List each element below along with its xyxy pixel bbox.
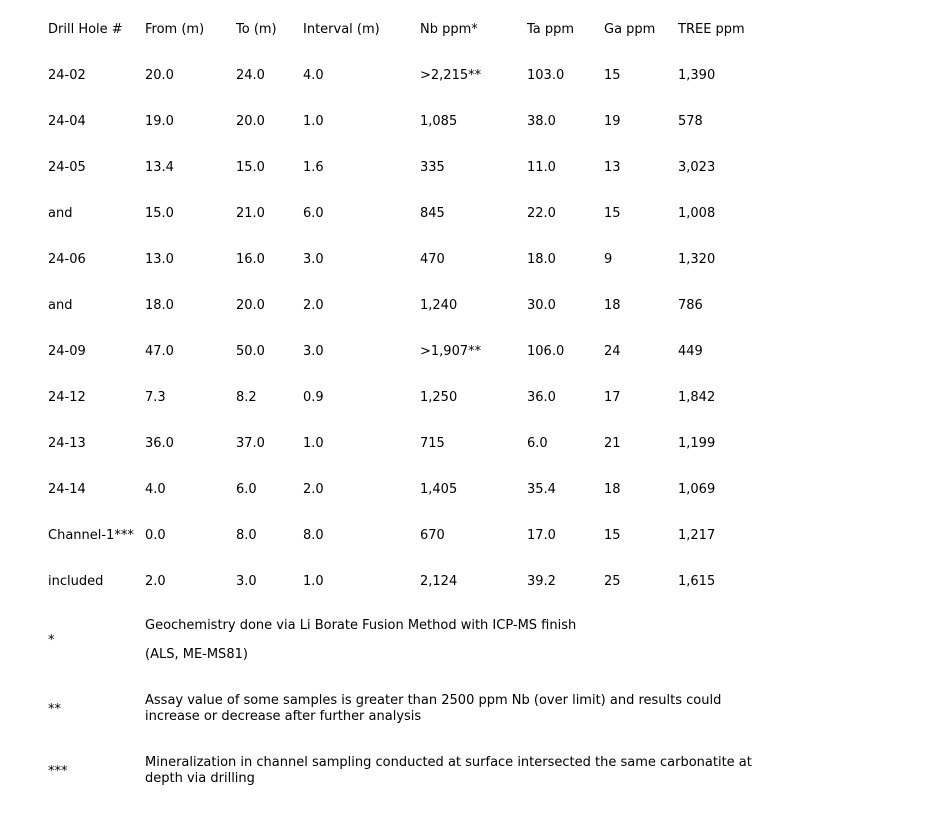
table-cell: 24.0	[236, 67, 265, 83]
table-cell: 22.0	[527, 205, 556, 221]
table-cell: 24-13	[48, 435, 86, 451]
table-row	[48, 328, 778, 374]
table-cell: 1,199	[678, 435, 716, 451]
table-cell: 17.0	[527, 527, 556, 543]
table-cell: 0.0	[145, 527, 166, 543]
table-row	[48, 236, 778, 282]
table-cell: 15	[604, 527, 621, 543]
table-cell: 670	[420, 527, 445, 543]
table-cell: 47.0	[145, 343, 174, 359]
table-cell: 13	[604, 159, 621, 175]
footnote-text	[145, 755, 752, 787]
footnote-line: Assay value of some samples is greater than 2500 ppm Nb (over limit) and results could	[145, 693, 722, 708]
table-cell: 0.9	[303, 389, 324, 405]
table-cell: 1.6	[303, 159, 324, 175]
table-cell: 1,240	[420, 297, 458, 313]
table-cell: >1,907**	[420, 343, 482, 359]
table-cell: 1,842	[678, 389, 716, 405]
table-cell: 103.0	[527, 67, 565, 83]
table-cell: 18	[604, 481, 621, 497]
footnote-line: Mineralization in channel sampling conducted at surface intersected the same carbonatite at	[145, 755, 752, 770]
table-cell: 36.0	[145, 435, 174, 451]
table-cell: 6.0	[527, 435, 548, 451]
table-cell: 449	[678, 343, 703, 359]
table-cell: 21	[604, 435, 621, 451]
table-cell: 24-09	[48, 343, 86, 359]
table-cell: 106.0	[527, 343, 565, 359]
table-cell: 8.0	[303, 527, 324, 543]
table-cell: 470	[420, 251, 445, 267]
table-cell: 2.0	[303, 481, 324, 497]
footnote-geochemistry	[48, 618, 925, 663]
table-cell: 15.0	[236, 159, 265, 175]
table-cell: 2.0	[145, 573, 166, 589]
footnote-line: (ALS, ME-MS81)	[145, 647, 248, 662]
footnote-text	[145, 618, 576, 663]
table-cell: 21.0	[236, 205, 265, 221]
table-cell: 15	[604, 205, 621, 221]
footnote-line: Geochemistry done via Li Borate Fusion Method with ICP-MS finish	[145, 618, 577, 633]
table-cell: 24-14	[48, 481, 86, 497]
table-cell: 7.3	[145, 389, 166, 405]
table-cell: 1,217	[678, 527, 716, 543]
table-cell: 8.0	[236, 527, 257, 543]
table-cell: 6.0	[303, 205, 324, 221]
table-cell: 18.0	[527, 251, 556, 267]
table-cell: 3.0	[303, 251, 324, 267]
table-cell: 1,320	[678, 251, 716, 267]
table-cell: included	[48, 573, 104, 589]
table-cell: 1.0	[303, 113, 324, 129]
table-cell: 1.0	[303, 573, 324, 589]
table-row	[48, 512, 778, 558]
table-cell: 715	[420, 435, 445, 451]
table-cell: 39.2	[527, 573, 556, 589]
table-cell: 1,615	[678, 573, 716, 589]
table-row	[48, 190, 778, 236]
table-cell: Channel-1***	[48, 527, 134, 543]
table-cell: 17	[604, 389, 621, 405]
column-header-tree-ppm: TREE ppm	[678, 21, 745, 37]
table-cell: 8.2	[236, 389, 257, 405]
column-header-ta-ppm: Ta ppm	[527, 21, 575, 37]
table-cell: 15.0	[145, 205, 174, 221]
table-cell: 578	[678, 113, 703, 129]
table-cell: 4.0	[145, 481, 166, 497]
footnote-channel-sampling	[48, 755, 925, 787]
table-cell: 1,390	[678, 67, 716, 83]
table-cell: 24-02	[48, 67, 86, 83]
table-row	[48, 144, 778, 190]
table-cell: 35.4	[527, 481, 556, 497]
table-cell: 20.0	[236, 297, 265, 313]
table-cell: 16.0	[236, 251, 265, 267]
table-row	[48, 98, 778, 144]
table-cell: 1,008	[678, 205, 716, 221]
table-cell: 36.0	[527, 389, 556, 405]
table-cell: 20.0	[145, 67, 174, 83]
column-header-drill-hole: Drill Hole #	[48, 21, 123, 37]
table-cell: 6.0	[236, 481, 257, 497]
table-header-row	[48, 6, 778, 52]
table-cell: 24-05	[48, 159, 86, 175]
column-header-to: To (m)	[236, 21, 277, 37]
table-cell: 1,250	[420, 389, 458, 405]
table-cell: 37.0	[236, 435, 265, 451]
table-cell: 13.0	[145, 251, 174, 267]
footnotes-section	[48, 618, 925, 787]
table-cell: 786	[678, 297, 703, 313]
table-cell: 2,124	[420, 573, 458, 589]
table-cell: 24	[604, 343, 621, 359]
table-row	[48, 558, 778, 604]
table-cell: 1,405	[420, 481, 458, 497]
table-cell: 845	[420, 205, 445, 221]
table-cell: 1,069	[678, 481, 716, 497]
table-cell: 24-12	[48, 389, 86, 405]
footnote-assay-overlimit	[48, 693, 925, 725]
assay-results-table	[48, 6, 778, 604]
footnote-text	[145, 693, 721, 725]
footnote-marker: ***	[48, 763, 68, 779]
table-cell: 18	[604, 297, 621, 313]
table-cell: 335	[420, 159, 445, 175]
table-cell: 2.0	[303, 297, 324, 313]
table-cell: 25	[604, 573, 621, 589]
table-cell: 19	[604, 113, 621, 129]
table-row	[48, 52, 778, 98]
table-cell: 50.0	[236, 343, 265, 359]
table-cell: 24-04	[48, 113, 86, 129]
footnote-marker: **	[48, 701, 61, 717]
column-header-from: From (m)	[145, 21, 205, 37]
table-cell: 9	[604, 251, 613, 267]
table-cell: 1.0	[303, 435, 324, 451]
table-cell: 3.0	[236, 573, 257, 589]
table-cell: >2,215**	[420, 67, 482, 83]
footnote-line: depth via drilling	[145, 771, 255, 786]
table-cell: 15	[604, 67, 621, 83]
table-cell: 24-06	[48, 251, 86, 267]
table-cell: 30.0	[527, 297, 556, 313]
column-header-nb-ppm: Nb ppm*	[420, 21, 478, 37]
table-cell: 4.0	[303, 67, 324, 83]
table-cell: 3,023	[678, 159, 716, 175]
table-cell: 20.0	[236, 113, 265, 129]
table-row	[48, 374, 778, 420]
table-row	[48, 420, 778, 466]
table-cell: 3.0	[303, 343, 324, 359]
table-cell: and	[48, 205, 73, 221]
table-row	[48, 466, 778, 512]
table-cell: 38.0	[527, 113, 556, 129]
table-cell: and	[48, 297, 73, 313]
footnote-line: increase or decrease after further analysis	[145, 709, 422, 724]
table-cell: 19.0	[145, 113, 174, 129]
table-cell: 18.0	[145, 297, 174, 313]
column-header-interval: Interval (m)	[303, 21, 380, 37]
table-cell: 1,085	[420, 113, 458, 129]
footnote-marker: *	[48, 633, 55, 648]
table-cell: 11.0	[527, 159, 556, 175]
table-cell: 13.4	[145, 159, 174, 175]
table-row	[48, 282, 778, 328]
column-header-ga-ppm: Ga ppm	[604, 21, 656, 37]
